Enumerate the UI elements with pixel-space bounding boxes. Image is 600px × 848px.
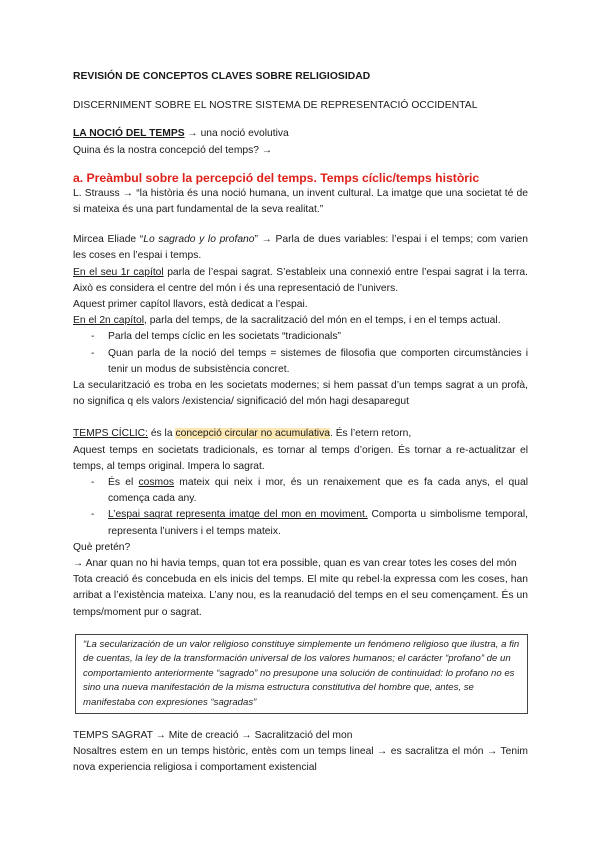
list-item: - Quan parla de la noció del temps = sistemes de filosofia que comporten circumstàncies i tenir un modus de subsistència concret. bbox=[91, 346, 528, 378]
cyclic-description: Aquest temps en societats tradicionals, es tornar al temps d’origen. És tornar a re-actualitzar el temps, al temps original. Impera lo sagrat. bbox=[73, 444, 528, 472]
cosmos-post: mateix qui neix i mor, és un renaixement que es fa cada anys, el qual comença cada any. bbox=[108, 477, 528, 505]
chapter-1-note: Aquest primer capítol llavors, està dedicat a l’espai. bbox=[73, 299, 308, 311]
sacred-space-phrase: L’espai sagrat representa imatge del mon en moviment. bbox=[108, 509, 368, 521]
chapter-2-label: En el 2n capítol bbox=[73, 315, 144, 327]
chapter-1-text: parla de l’espai sagrat. S’estableix una connexió entre l’espai sagrat i la terra. Això es considera el centre del món i és una representació de l’univers. bbox=[73, 266, 528, 294]
chapter-1-label: En el seu 1r capítol bbox=[73, 266, 164, 278]
list-item bbox=[91, 507, 528, 539]
quote-text: “La secularización de un valor religioso constituye simplemente un fenómeno religioso que ilustra, a fin de cuentas, la ley de la transformación universal de los valores humanos; el carácter “profano” de un comportamiento anteriormente “sagrado” no presupone una solución de continuidad: lo profano no es sino una nueva manifestación de la misma estructura constitutiva del hombre que, antes, se manifestaba con expresiones “sagradas” bbox=[83, 638, 520, 708]
notion-heading-rest: → una noció evolutiva bbox=[184, 128, 289, 140]
cyclic-pre: és la bbox=[147, 428, 176, 440]
cosmos-word: cosmos bbox=[138, 477, 175, 489]
cyclic-time-line bbox=[73, 426, 528, 442]
spacer bbox=[73, 218, 528, 232]
cosmos-pre: És el bbox=[108, 477, 139, 489]
notion-question: Quina és la nostra concepció del temps? → bbox=[73, 144, 273, 156]
spacer bbox=[73, 410, 528, 426]
cyclic-highlight: concepció circular no acumulativa bbox=[175, 428, 330, 440]
document-content bbox=[73, 69, 528, 777]
creation-paragraph: Tota creació és concebuda en els inicis del temps. El mite qu rebel·la expressa com les coses, han arribat a l’existència mateixa. L’any nou, es la reanudació del temps en el seu començament. És un temps/moment pur o sagrat. bbox=[73, 574, 528, 618]
eliade-post: ” → Parla de dues variables: l’espai i el temps; com varien les coses en l’espai i temps. bbox=[73, 234, 528, 262]
strauss-paragraph: L. Strauss → “la història és una noció humana, un invent cultural. La imatge que una societat té de si mateixa és una part fundamental de la seva realitat.” bbox=[73, 187, 528, 216]
section-a-heading: a. Preàmbul sobre la percepció del temps. Temps cíclic/temps històric bbox=[73, 170, 480, 185]
cyclic-answer: → Anar quan no hi havia temps, quan tot era possible, quan es van crear totes les coses del món bbox=[73, 558, 517, 570]
notion-line bbox=[73, 126, 528, 142]
sacred-time-paragraph: Nosaltres estem en un temps històric, entès com un temps lineal → es sacralitza el món → Tenim nova experiencia religiosa i comportament existencial bbox=[73, 746, 528, 774]
chapter-2-text: , parla del temps, de la sacralització del món en el temps, i en el temps actual. bbox=[143, 315, 501, 327]
cyclic-question: Què pretén? bbox=[73, 541, 131, 553]
secularization-paragraph: La secularització es troba en les societats modernes; si hem passat d’un temps sagrat a un profà, no significa q els valors /existencia/ significació del món hagi desaparegut bbox=[73, 380, 528, 408]
sacred-space-rest: Comporta u simbolisme temporal, representa l’univers i el temps mateix. bbox=[108, 509, 529, 537]
document-subtitle: DISCERNIMENT SOBRE EL NOSTRE SISTEMA DE REPRESENTACIÓ OCCIDENTAL bbox=[73, 100, 478, 112]
eliade-paragraph bbox=[73, 232, 528, 264]
list-item bbox=[91, 475, 528, 507]
quote-box bbox=[75, 634, 528, 714]
cyclic-post: . És l’etern retorn, bbox=[329, 428, 412, 440]
chapter-2-paragraph bbox=[73, 313, 528, 329]
spacer bbox=[73, 714, 528, 728]
sacred-time-line: TEMPS SAGRAT → Mite de creació → Sacralització del mon bbox=[73, 729, 353, 741]
cyclic-list bbox=[73, 475, 528, 540]
list-item: - Parla del temps cíclic en les societats “tradicionals” bbox=[91, 329, 528, 345]
document-title: REVISIÓN DE CONCEPTOS CLAVES SOBRE RELIGIOSIDAD bbox=[73, 71, 371, 82]
notion-heading: LA NOCIÓ DEL TEMPS bbox=[73, 128, 185, 140]
eliade-work-title: Lo sagrado y lo profano bbox=[143, 234, 255, 246]
chapter-1-paragraph bbox=[73, 265, 528, 297]
chapter-2-list bbox=[73, 329, 528, 378]
eliade-pre: Mircea Eliade “ bbox=[73, 234, 144, 246]
cyclic-time-label: TEMPS CÍCLIC: bbox=[73, 428, 148, 440]
